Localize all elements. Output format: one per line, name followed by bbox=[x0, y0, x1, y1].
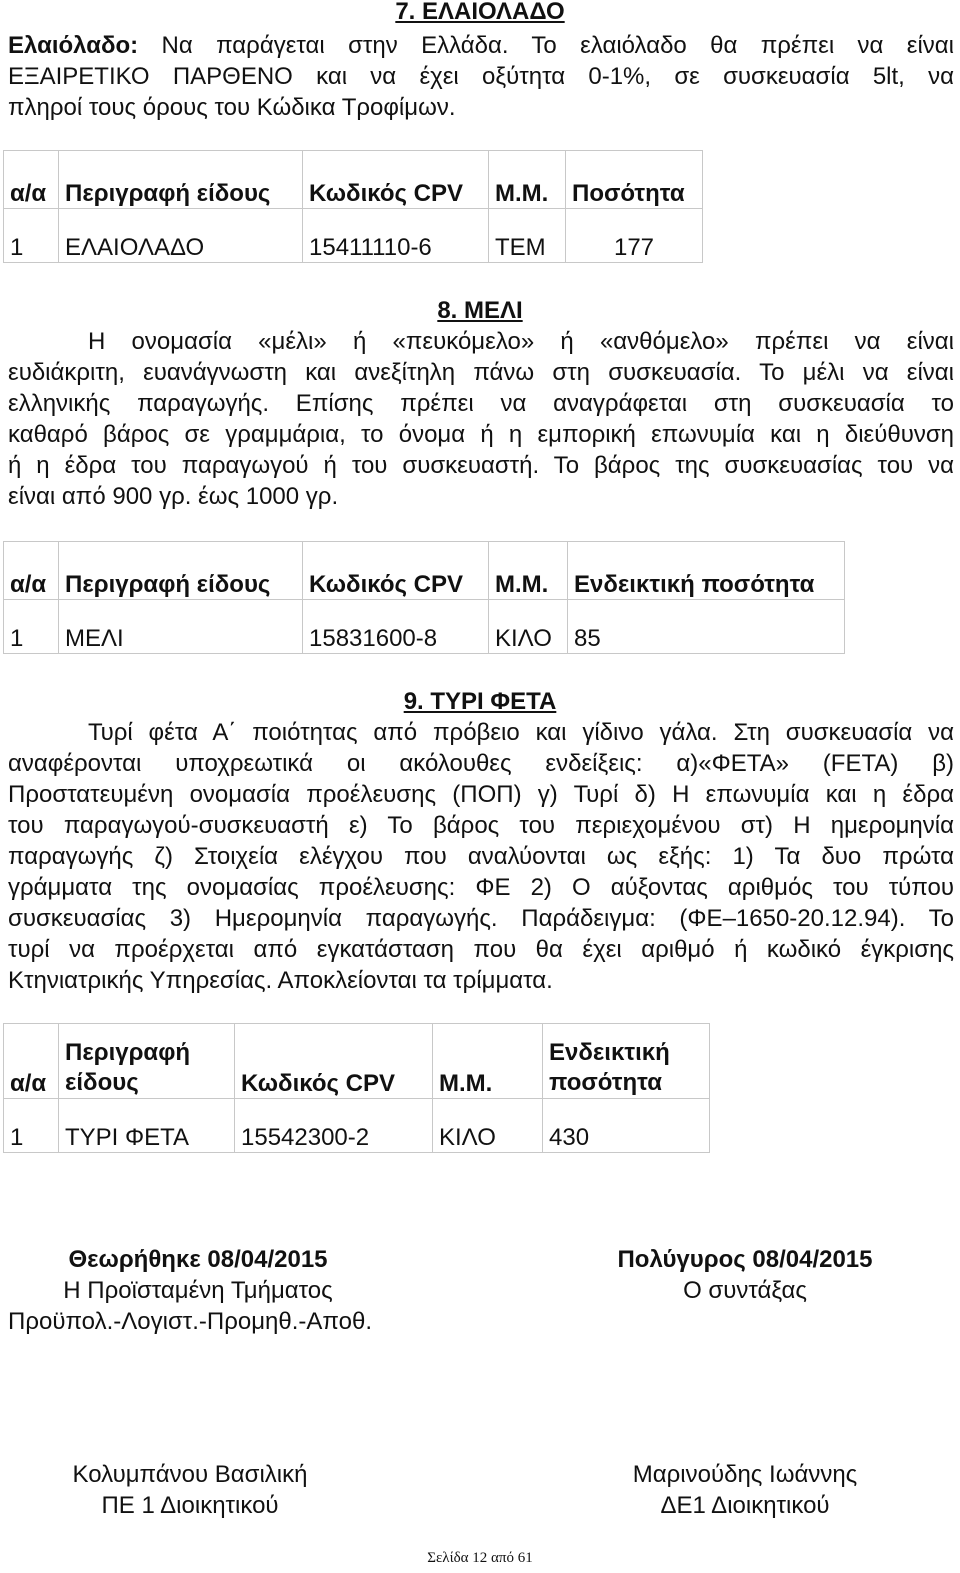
cell-aa: 1 bbox=[4, 209, 59, 263]
author-role: Ο συντάξας bbox=[683, 1277, 807, 1304]
cell-quantity: 85 bbox=[568, 600, 845, 654]
section-8-line: καθαρό βάρος σε γραμμάρια, το όνομα ή η εμπορική επωνυμία και η διεύθυνση bbox=[8, 421, 954, 448]
cell-aa: 1 bbox=[4, 1099, 59, 1153]
col-cpv-header: Κωδικός CPV bbox=[303, 542, 489, 600]
author-title: ΔΕ1 Διοικητικού bbox=[660, 1492, 830, 1519]
section-9-line: Κτηνιατρικής Υπηρεσίας. Αποκλείονται τα τρίμματα. bbox=[8, 967, 553, 994]
olive-oil-table bbox=[3, 150, 703, 263]
col-description-header: Περιγραφή είδους bbox=[59, 1024, 235, 1099]
section-7-line-2: ΕΞΑΙΡΕΤΙΚΟ ΠΑΡΘΕΝΟ και να έχει οξύτητα 0-1%, σε συσκευασία 5lt, να bbox=[8, 63, 954, 90]
table-row bbox=[4, 209, 703, 263]
col-cpv-header: Κωδικός CPV bbox=[303, 151, 489, 209]
honey-table bbox=[3, 541, 845, 654]
col-aa-header: α/α bbox=[4, 151, 59, 209]
cell-aa: 1 bbox=[4, 600, 59, 654]
cell-description: ΕΛΑΙΟΛΑΔΟ bbox=[59, 209, 303, 263]
col-description-header: Περιγραφή είδους bbox=[59, 542, 303, 600]
section-8-line: είναι από 900 γρ. έως 1000 γρ. bbox=[8, 483, 339, 510]
table-header-row bbox=[4, 1024, 710, 1099]
place-date: Πολύγυρος 08/04/2015 bbox=[617, 1246, 873, 1273]
col-quantity-header: Ενδεικτική ποσότητα bbox=[543, 1024, 710, 1099]
section-9-line: Προστατευμένη ονομασία προέλευσης (ΠΟΠ) γ) Τυρί δ) Η επωνυμία και η έδρα bbox=[8, 781, 954, 808]
section-8-heading: 8. ΜΕΛΙ bbox=[437, 297, 523, 324]
section-7-line-1: Να παράγεται στην Ελλάδα. Το ελαιόλαδο θα πρέπει να είναι bbox=[138, 32, 954, 59]
cell-quantity: 177 bbox=[566, 209, 703, 263]
approver-title: ΠΕ 1 Διοικητικού bbox=[101, 1492, 279, 1519]
cell-quantity: 430 bbox=[543, 1099, 710, 1153]
col-description-header: Περιγραφή είδους bbox=[59, 151, 303, 209]
table-header-row bbox=[4, 542, 845, 600]
section-7-heading: 7. ΕΛΑΙΟΛΑΔΟ bbox=[395, 0, 565, 25]
olive-oil-lead: Ελαιόλαδο: bbox=[8, 32, 139, 59]
cell-cpv: 15831600-8 bbox=[303, 600, 489, 654]
cell-cpv: 15542300-2 bbox=[235, 1099, 433, 1153]
section-9-line: Τυρί φέτα Α΄ ποιότητας από πρόβειο και γίδινο γάλα. Στη συσκευασία να bbox=[88, 719, 954, 746]
section-9-line: παραγωγής ζ) Στοιχεία ελέγχου που αναλύονται ως εξής: 1) Τα δυο πρώτα bbox=[8, 843, 954, 870]
section-9-heading: 9. ΤΥΡΙ ΦΕΤΑ bbox=[403, 688, 557, 715]
section-8-line: ευδιάκριτη, ευανάγνωστη και ανεξίτηλη πάνω στη συσκευασία. Το μέλι να είναι bbox=[8, 359, 954, 386]
cell-unit: ΚΙΛΟ bbox=[489, 600, 568, 654]
section-9-line: συσκευασίας 3) Ημερομηνία παραγωγής. Παράδειγμα: (ΦΕ–1650-20.12.94). Το bbox=[8, 905, 954, 932]
section-8-line: ή η έδρα του παραγωγού ή του συσκευαστή. Το βάρος της συσκευασίας του να bbox=[8, 452, 954, 479]
col-unit-header: Μ.Μ. bbox=[489, 151, 566, 209]
cell-description: ΤΥΡΙ ΦΕΤΑ bbox=[59, 1099, 235, 1153]
author-name: Μαρινούδης Ιωάννης bbox=[632, 1461, 858, 1488]
approver-name: Κολυμπάνου Βασιλική bbox=[72, 1461, 308, 1488]
cell-unit: ΤΕΜ bbox=[489, 209, 566, 263]
approval-date: Θεωρήθηκε 08/04/2015 bbox=[68, 1246, 328, 1273]
section-8-line: Η ονομασία «μέλι» ή «πευκόμελο» ή «ανθόμελο» πρέπει να είναι bbox=[88, 328, 954, 355]
table-row bbox=[4, 1099, 710, 1153]
cell-cpv: 15411110-6 bbox=[303, 209, 489, 263]
col-cpv-header: Κωδικός CPV bbox=[235, 1024, 433, 1099]
col-quantity-header: Ποσότητα bbox=[566, 151, 703, 209]
section-7-text bbox=[8, 30, 954, 123]
signature-left-name-block bbox=[0, 1459, 380, 1521]
section-9-line: γράμματα της ονομασίας προέλευσης: ΦΕ 2) Ο αύξοντας αριθμός του τύπου bbox=[8, 874, 954, 901]
col-quantity-header: Ενδεικτική ποσότητα bbox=[568, 542, 845, 600]
signature-left-block bbox=[8, 1244, 408, 1337]
approver-department: Προϋπολ.-Λογιστ.-Προμηθ.-Αποθ. bbox=[8, 1308, 372, 1335]
section-7-line-3: πληροί τους όρους του Κώδικα Τροφίμων. bbox=[8, 94, 456, 121]
section-8-line: ελληνικής παραγωγής. Επίσης πρέπει να αναγράφεται στη συσκευασία το bbox=[8, 390, 954, 417]
feta-table bbox=[3, 1023, 710, 1153]
section-9-text bbox=[8, 717, 954, 996]
col-aa-header: α/α bbox=[4, 542, 59, 600]
col-unit-header: Μ.Μ. bbox=[489, 542, 568, 600]
section-9-line: του παραγωγού-συσκευαστή ε) Το βάρος του περιεχομένου στ) Η ημερομηνία bbox=[8, 812, 954, 839]
table-header-row bbox=[4, 151, 703, 209]
signature-right-block bbox=[560, 1244, 930, 1306]
section-8-text bbox=[8, 326, 954, 512]
page-number: Σελίδα 12 από 61 bbox=[427, 1550, 533, 1566]
cell-description: ΜΕΛΙ bbox=[59, 600, 303, 654]
approver-role: Η Προϊσταμένη Τμήματος bbox=[63, 1277, 333, 1304]
section-9-line: αναφέρονται υποχρεωτικά οι ακόλουθες ενδείξεις: α)«ΦΕΤΑ» (FETA) β) bbox=[8, 750, 954, 777]
table-row bbox=[4, 600, 845, 654]
col-unit-header: Μ.Μ. bbox=[433, 1024, 543, 1099]
col-aa-header: α/α bbox=[4, 1024, 59, 1099]
cell-unit: ΚΙΛΟ bbox=[433, 1099, 543, 1153]
section-9-line: τυρί να προέρχεται από εγκατάσταση που θα έχει αριθμό ή κωδικό έγκρισης bbox=[8, 936, 954, 963]
signature-right-name-block bbox=[560, 1459, 930, 1521]
